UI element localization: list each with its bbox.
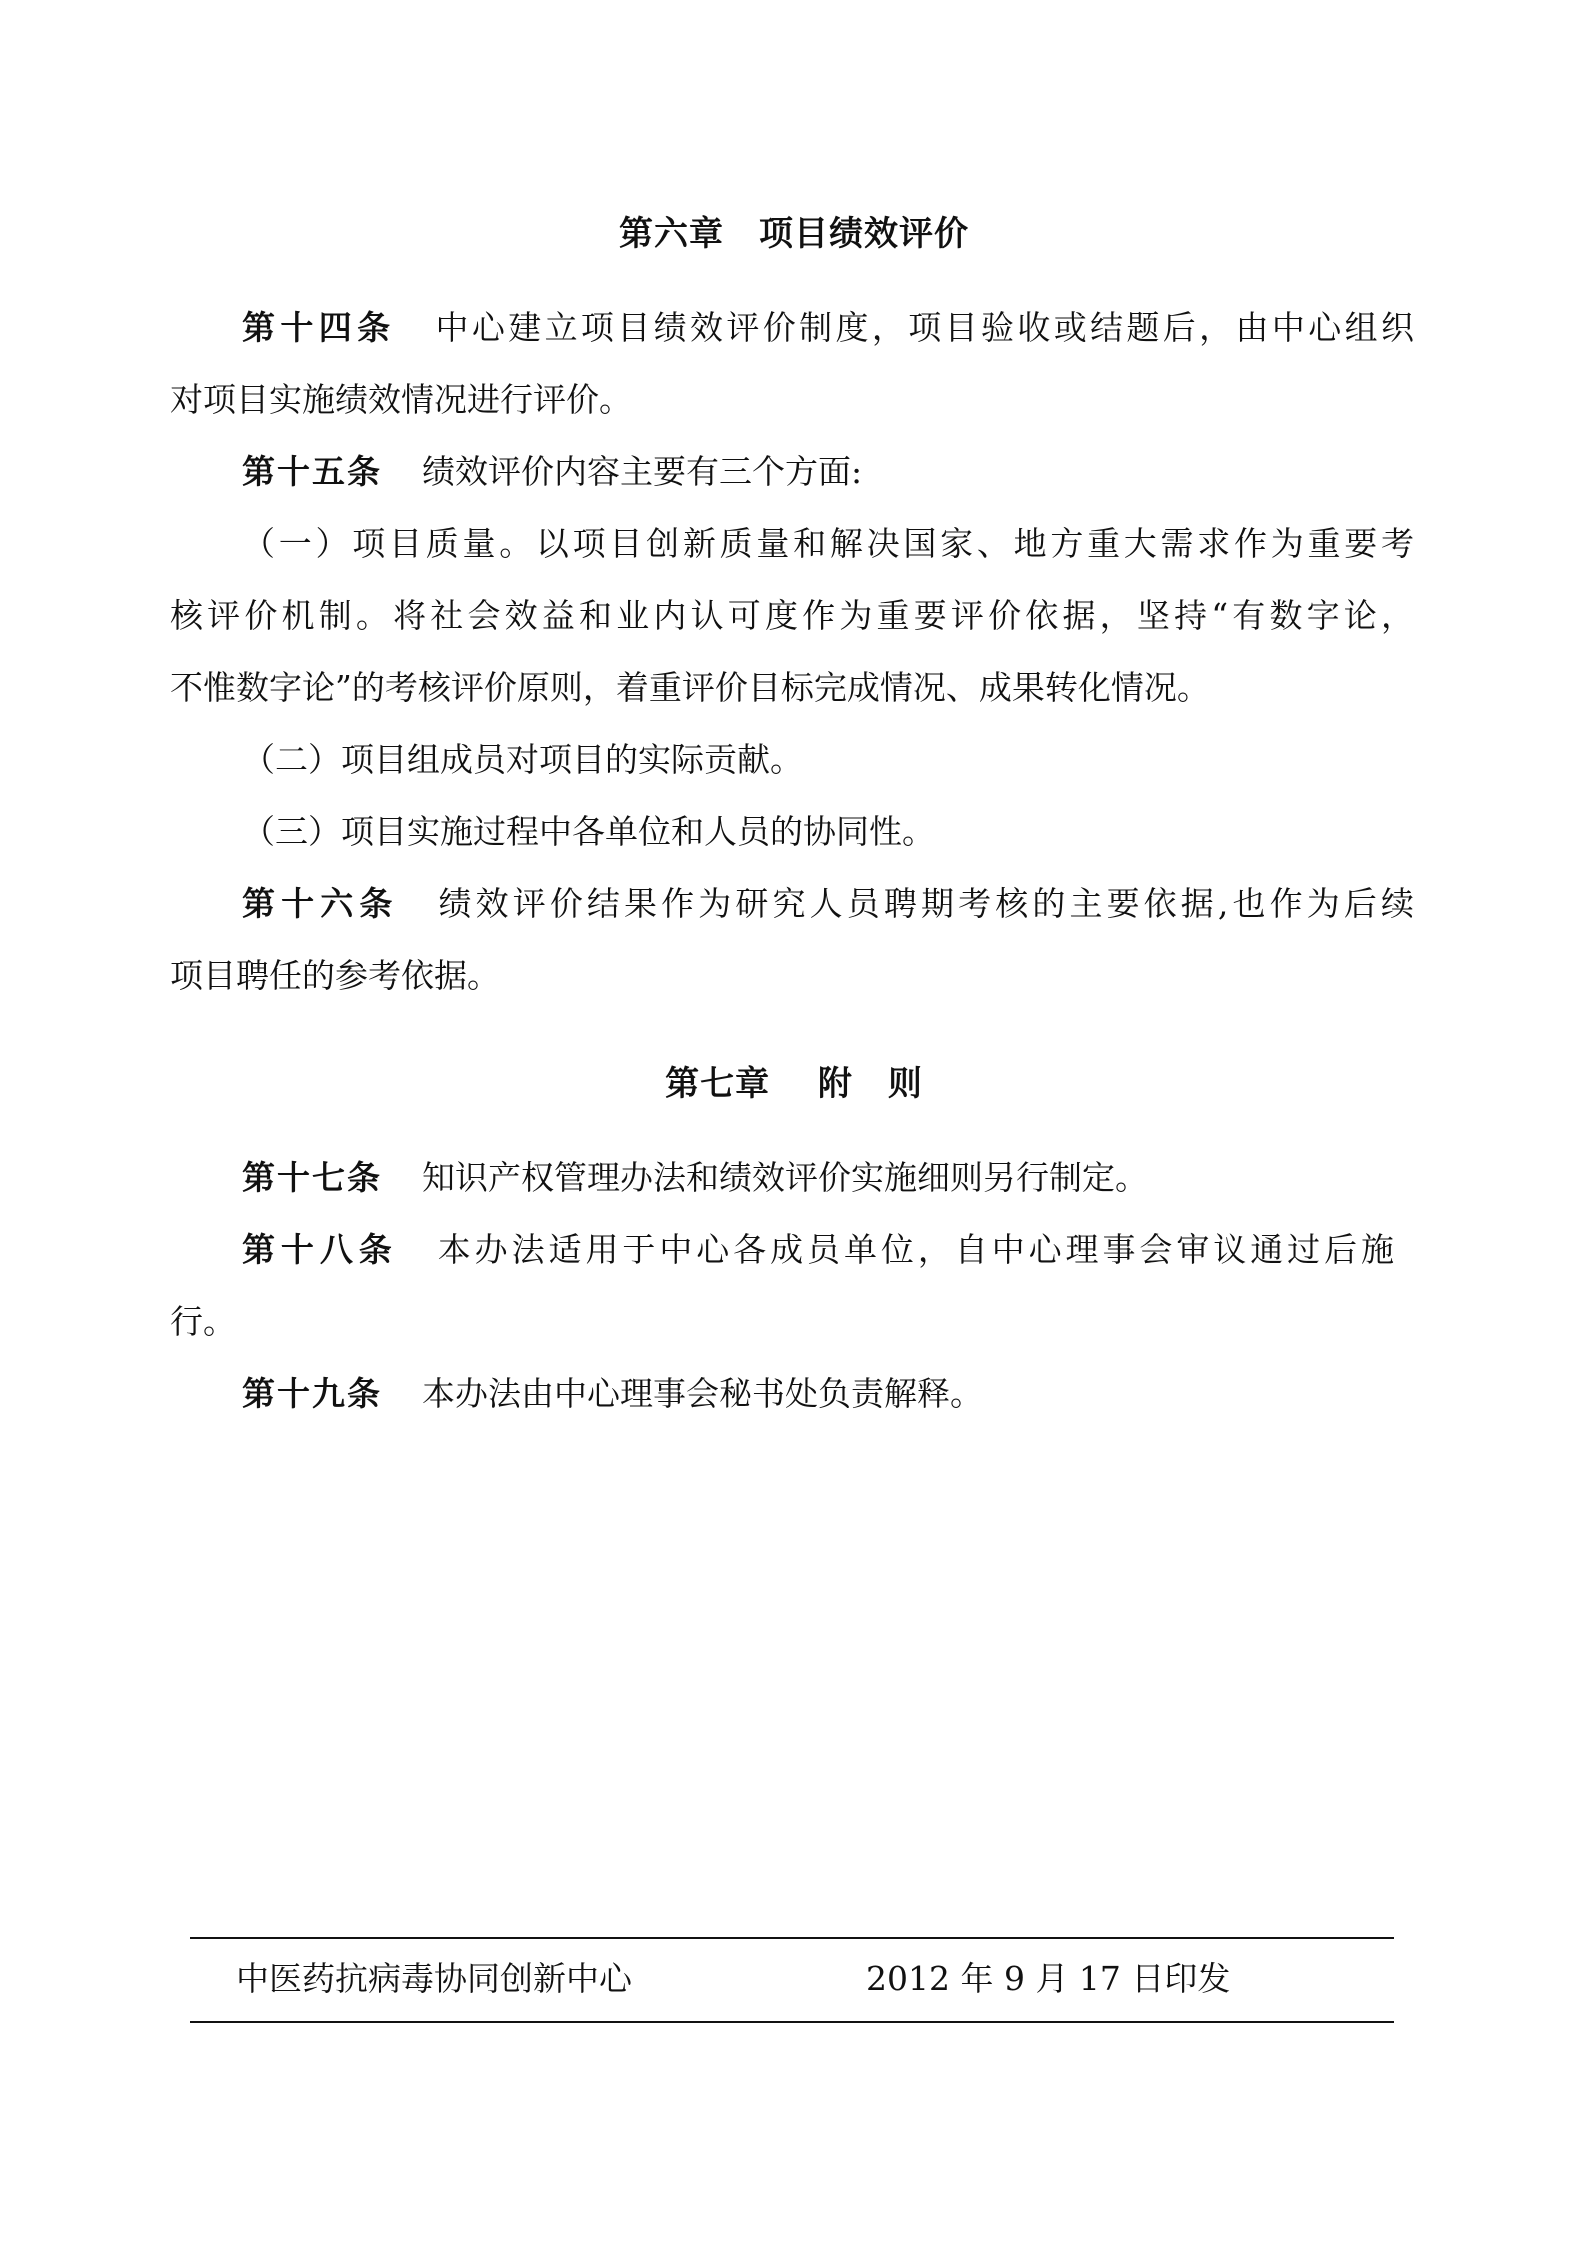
- article-15-head: 第十五条: [242, 452, 382, 491]
- article-15-item-1-line-2: 核评价机制。将社会效益和业内认可度作为重要评价依据，坚持“有数字论，: [170, 596, 1414, 635]
- chapter-7-title: 第七章 附 则: [665, 1064, 923, 1104]
- article-17-head: 第十七条: [242, 1158, 382, 1197]
- chapter-6-title: 第六章 项目绩效评价: [619, 214, 969, 254]
- footer-organization: 中医药抗病毒协同创新中心: [236, 1959, 632, 1998]
- article-15-item-3: （三）项目实施过程中各单位和人员的协同性。: [242, 812, 935, 851]
- article-19-text-1: 本办法由中心理事会秘书处负责解释。: [422, 1374, 983, 1413]
- article-19-line-1: [242, 1374, 983, 1414]
- article-15-text-1: 绩效评价内容主要有三个方面:: [422, 452, 863, 491]
- article-16-line-2: 项目聘任的参考依据。: [170, 956, 500, 995]
- article-16-line-1: [242, 884, 1414, 924]
- article-17-line-1: [242, 1158, 1148, 1198]
- article-15-item-1-line-1: （一）项目质量。以项目创新质量和解决国家、地方重大需求作为重要考: [242, 524, 1414, 563]
- article-18-line-2: 行。: [170, 1302, 236, 1341]
- article-15-line-1: [242, 452, 862, 492]
- article-18-text-1: 本办法适用于中心各成员单位，自中心理事会审议通过后施: [437, 1230, 1395, 1269]
- article-19-head: 第十九条: [242, 1374, 382, 1413]
- footer-issue-date: 2012 年 9 月 17 日印发: [866, 1959, 1231, 1998]
- article-15-item-2: （二）项目组成员对项目的实际贡献。: [242, 740, 803, 779]
- footer-top-rule: [190, 1937, 1394, 1939]
- footer-bottom-rule: [190, 2021, 1394, 2023]
- article-14-head: 第十四条: [242, 308, 396, 347]
- article-18-head: 第十八条: [242, 1230, 398, 1269]
- article-16-text-1: 绩效评价结果作为研究人员聘期考核的主要依据,也作为后续: [438, 884, 1414, 923]
- article-17-text-1: 知识产权管理办法和绩效评价实施细则另行制定。: [422, 1158, 1148, 1197]
- article-14-line-1: [242, 308, 1414, 348]
- article-18-line-1: [242, 1230, 1394, 1270]
- article-14-text-1: 中心建立项目绩效评价制度，项目验收或结题后，由中心组织: [435, 308, 1415, 347]
- article-15-item-1-line-3: 不惟数字论”的考核评价原则，着重评价目标完成情况、成果转化情况。: [170, 668, 1210, 707]
- article-16-head: 第十六条: [242, 884, 399, 923]
- article-14-line-2: 对项目实施绩效情况进行评价。: [170, 380, 632, 419]
